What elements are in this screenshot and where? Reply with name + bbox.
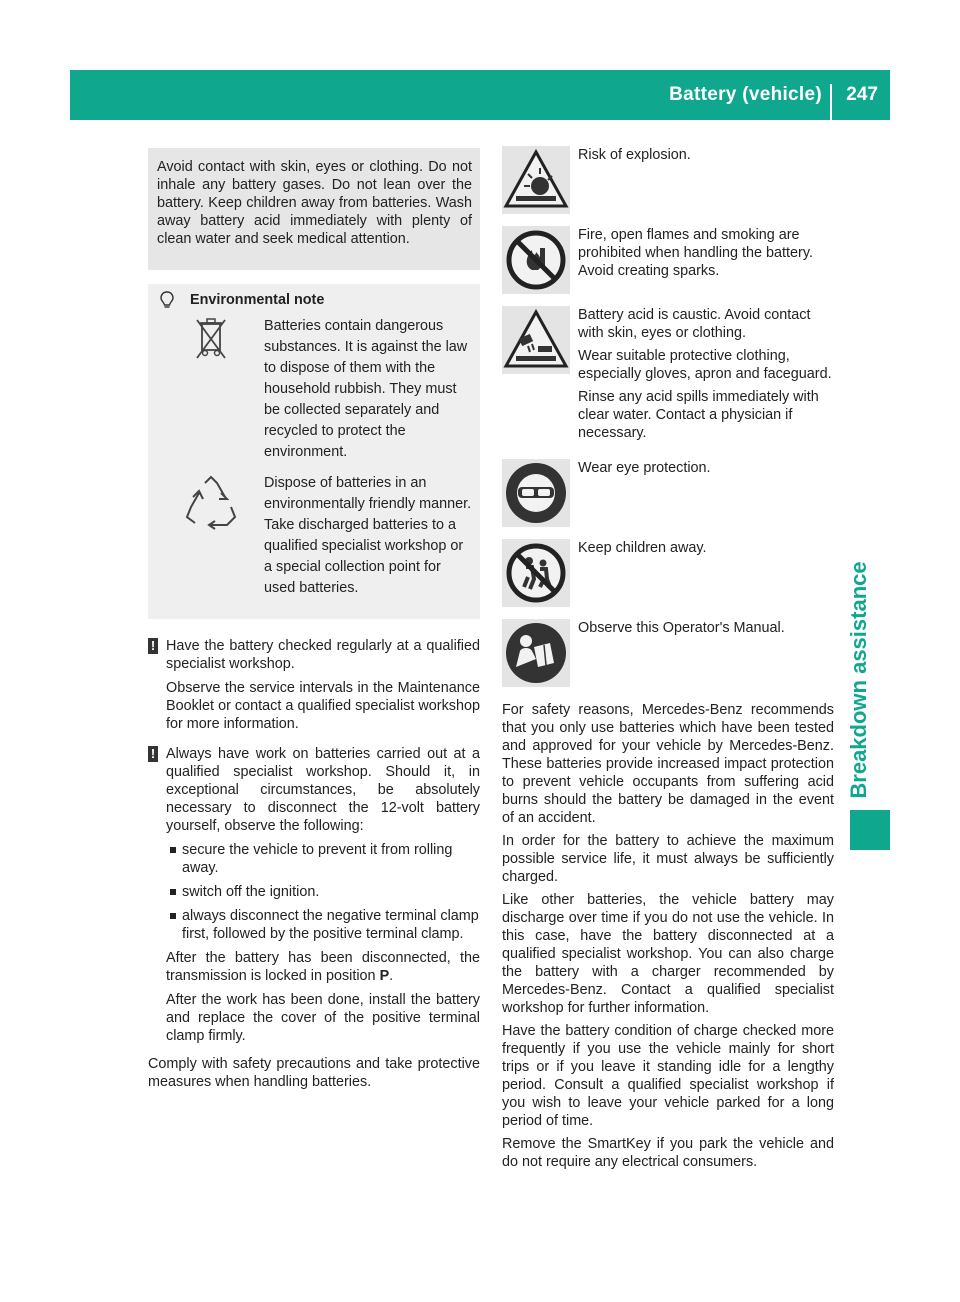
symbol-text-line: Wear suitable protective clothing, especially gloves, apron and faceguard. bbox=[578, 348, 832, 382]
list-item bbox=[166, 883, 480, 901]
explosion-icon bbox=[502, 146, 570, 214]
symbol-row bbox=[502, 459, 834, 527]
lightbulb-icon bbox=[160, 291, 174, 309]
side-tab bbox=[845, 560, 873, 800]
env-item bbox=[158, 473, 472, 599]
no-fire-icon bbox=[502, 226, 570, 294]
warning-text: Avoid contact with skin, eyes or clothing. Do not inhale any battery gases. Do not lean over the battery. Keep children away from batteries. Wash away battery acid immediately with plenty of clean water and seek medical attention. bbox=[157, 159, 472, 247]
symbol-text bbox=[578, 146, 691, 214]
bullet-icon bbox=[170, 889, 176, 895]
no-children-icon bbox=[502, 539, 570, 607]
eye-protection-icon bbox=[502, 459, 570, 527]
symbol-row bbox=[502, 539, 834, 607]
closing-paragraph: Comply with safety precautions and take protective measures when handling batteries. bbox=[148, 1056, 480, 1090]
symbol-row bbox=[502, 306, 834, 447]
bullet-icon bbox=[170, 847, 176, 853]
env-item-text: Dispose of batteries in an environmentally friendly manner. Take discharged batteries to a qualified specialist workshop or a special collection point for used batteries. bbox=[264, 475, 472, 596]
header-bar bbox=[70, 70, 890, 120]
header-divider bbox=[830, 84, 832, 120]
notice-1-text: Observe the service intervals in the Maintenance Booklet or contact a qualified specialist workshop for more information. bbox=[166, 680, 480, 732]
environmental-note-title: Environmental note bbox=[190, 292, 325, 308]
notice-2-after-work: After the work has been done, install the battery and replace the cover of the positive terminal clamp firmly. bbox=[166, 992, 480, 1044]
symbol-text-line: Risk of explosion. bbox=[578, 147, 691, 163]
list-item-text: secure the vehicle to prevent it from rolling away. bbox=[182, 842, 453, 876]
right-column bbox=[502, 146, 834, 1176]
manual-icon bbox=[502, 619, 570, 687]
symbol-text bbox=[578, 619, 785, 687]
symbol-text-line: Rinse any acid spills immediately with clear water. Contact a physician if necessary. bbox=[578, 389, 819, 441]
page-number: 247 bbox=[846, 84, 878, 105]
environmental-note bbox=[148, 284, 480, 619]
symbol-text-line: Wear eye protection. bbox=[578, 460, 711, 476]
list-item bbox=[166, 907, 480, 943]
symbol-row bbox=[502, 226, 834, 294]
body-paragraph: Have the battery condition of charge checked more frequently if you use the vehicle mainly for short trips or if you leave it standing idle for a lengthy period. Consult a qualified specialist workshop if you wish to leave your vehicle parked for a long period of time. bbox=[502, 1023, 834, 1129]
notice-2-intro: Always have work on batteries carried out at a qualified specialist workshop. Should it, in exceptional circumstances, be absolutely necessary to disconnect the 12-volt battery yourself, observe the following: bbox=[166, 746, 480, 834]
symbol-text bbox=[578, 226, 834, 294]
side-tab-label: Breakdown assistance bbox=[846, 561, 871, 799]
notice-1-text: Have the battery checked regularly at a qualified specialist workshop. bbox=[166, 638, 480, 672]
side-tab-block bbox=[850, 810, 890, 850]
list-item-text: always disconnect the negative terminal clamp first, followed by the positive terminal clamp. bbox=[182, 908, 479, 942]
warning-box bbox=[148, 148, 480, 270]
body-paragraph: Like other batteries, the vehicle battery may discharge over time if you do not use the vehicle. In this case, have the battery disconnected at a qualified specialist workshop. You can also charge the battery with a charger recommended by Mercedes-Benz. Contact a qualified specialist workshop for further information. bbox=[502, 892, 834, 1016]
symbol-text-line: Fire, open flames and smoking are prohibited when handling the battery. Avoid creating sparks. bbox=[578, 227, 813, 279]
symbol-text bbox=[578, 459, 711, 527]
symbol-text-line: Keep children away. bbox=[578, 540, 707, 556]
symbol-text-line: Observe this Operator's Manual. bbox=[578, 620, 785, 636]
symbol-row bbox=[502, 619, 834, 687]
symbol-text bbox=[578, 539, 707, 607]
list-item-text: switch off the ignition. bbox=[182, 884, 320, 900]
right-body bbox=[502, 701, 834, 1171]
env-item-text: Batteries contain dangerous substances. It is against the law to dispose of them with the household rubbish. They must be collected separately and recycled to protect the environment. bbox=[264, 318, 468, 460]
symbol-text bbox=[578, 306, 834, 447]
notice-2-after-disconnect: After the battery has been disconnected, the transmission is locked in position P. bbox=[166, 950, 480, 984]
acid-icon bbox=[502, 306, 570, 374]
section-title: Battery (vehicle) bbox=[669, 84, 822, 105]
notice-1 bbox=[148, 637, 480, 733]
body-paragraph: Remove the SmartKey if you park the vehicle and do not require any electrical consumers. bbox=[502, 1136, 834, 1170]
body-paragraph: In order for the battery to achieve the maximum possible service life, it must always be sufficiently charged. bbox=[502, 833, 834, 885]
env-item bbox=[158, 316, 472, 463]
body-paragraph: For safety reasons, Mercedes-Benz recommends that you only use batteries which have been tested and approved for your vehicle by Mercedes-Benz. These batteries provide increased impact protection to prevent vehicle occupants from suffering acid burns should the battery be damaged in the event of an accident. bbox=[502, 702, 834, 826]
recycle-icon bbox=[181, 473, 241, 533]
notice-icon: ! bbox=[148, 638, 158, 654]
crossed-bin-icon bbox=[195, 316, 227, 370]
environmental-note-header bbox=[158, 290, 472, 310]
list-item bbox=[166, 841, 480, 877]
bullet-icon bbox=[170, 913, 176, 919]
symbol-text-line: Battery acid is caustic. Avoid contact with skin, eyes or clothing. bbox=[578, 307, 811, 341]
left-column bbox=[148, 148, 480, 1091]
gear-position: P bbox=[379, 968, 390, 984]
bullet-list bbox=[166, 841, 480, 943]
symbol-row bbox=[502, 146, 834, 214]
notice-icon: ! bbox=[148, 746, 158, 762]
notice-2 bbox=[148, 745, 480, 1045]
